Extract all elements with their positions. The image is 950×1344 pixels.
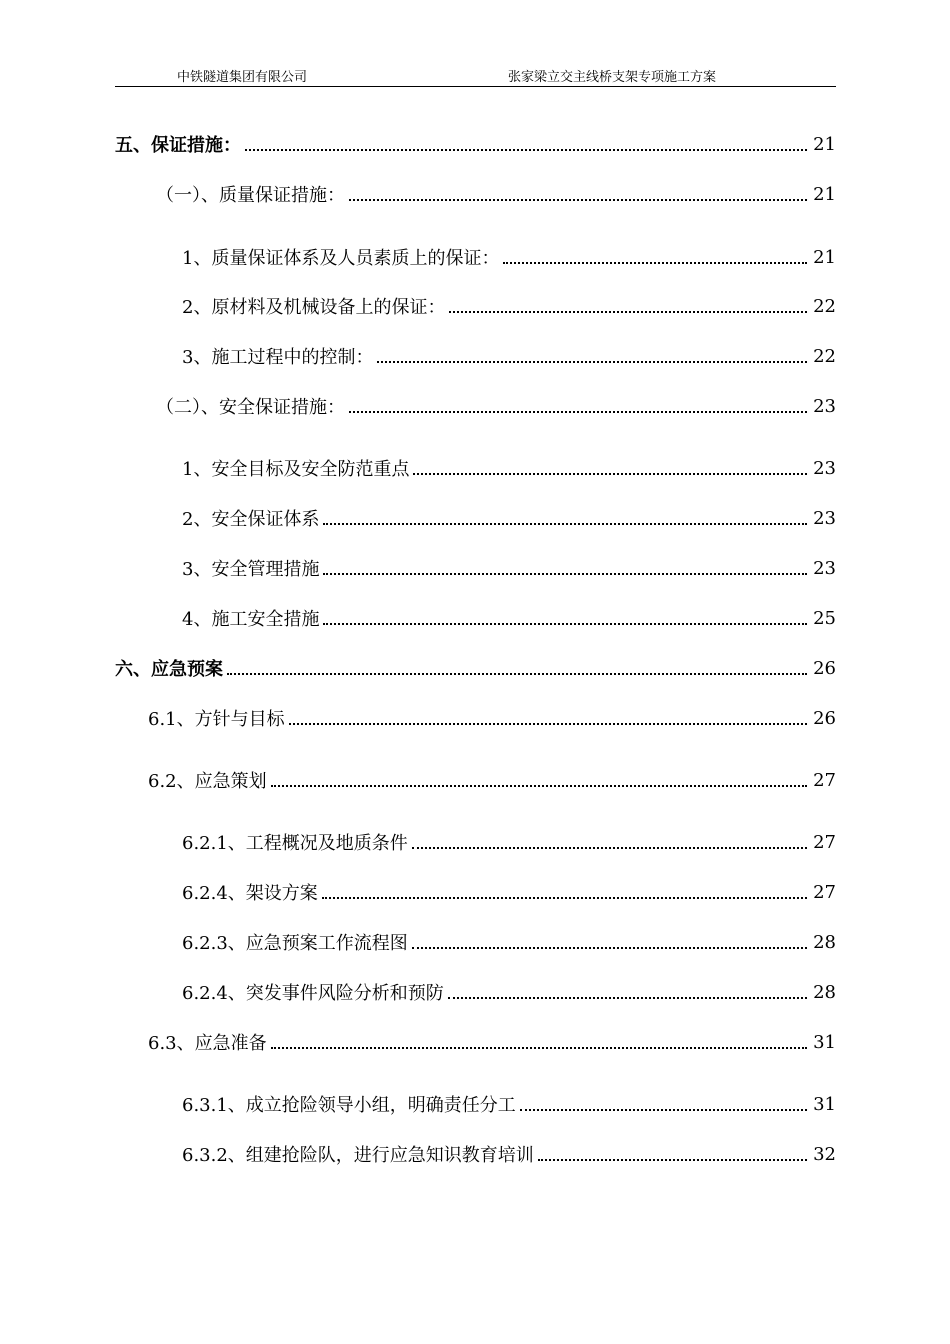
toc-dot-leader <box>413 473 807 475</box>
toc-entry[interactable] <box>156 392 836 420</box>
header-document-title: 张家梁立交主线桥支架专项施工方案 <box>508 70 717 85</box>
toc-entry-title: 1、质量保证体系及人员素质上的保证： <box>182 248 500 269</box>
toc-entry[interactable] <box>182 604 836 632</box>
toc-entry-page: 23 <box>813 557 836 579</box>
toc-entry[interactable] <box>115 130 836 158</box>
toc-dot-leader <box>271 1047 807 1049</box>
toc-entry-title: 2、安全保证体系 <box>182 509 320 530</box>
toc-entry-title: 1、安全目标及安全防范重点 <box>182 459 410 480</box>
toc-entry-title: 2、原材料及机械设备上的保证： <box>182 297 446 318</box>
toc-entry[interactable] <box>148 1028 836 1056</box>
toc-entry-page: 25 <box>813 607 836 629</box>
toc-entry-page: 21 <box>813 133 836 155</box>
toc-entry-title: （二）、安全保证措施： <box>156 397 345 418</box>
toc-entry[interactable] <box>182 1140 836 1168</box>
toc-dot-leader <box>349 411 807 413</box>
toc-entry-page: 21 <box>813 183 836 205</box>
header-company: 中铁隧道集团有限公司 <box>177 70 308 85</box>
toc-entry-page: 27 <box>813 769 836 791</box>
toc-entry[interactable] <box>182 292 836 320</box>
toc-entry[interactable] <box>182 554 836 582</box>
toc-entry-title: 6.2.4、突发事件风险分析和预防 <box>182 983 444 1004</box>
toc-entry[interactable] <box>182 454 836 482</box>
toc-entry[interactable] <box>182 243 836 271</box>
toc-dot-leader <box>349 199 807 201</box>
toc-entry-title: 6.2.4、架设方案 <box>182 883 318 904</box>
toc-entry-title: 4、施工安全措施 <box>182 609 320 630</box>
toc-entry-title: 六、应急预案 <box>115 659 223 680</box>
toc-entry-title: 6.2、应急策划 <box>148 771 267 792</box>
toc-entry-page: 23 <box>813 395 836 417</box>
toc-dot-leader <box>377 361 807 363</box>
toc-entry-page: 28 <box>813 931 836 953</box>
toc-entry-title: 6.1、方针与目标 <box>148 709 285 730</box>
toc-entry[interactable] <box>182 342 836 370</box>
toc-entry[interactable] <box>148 766 836 794</box>
toc-entry-title: （一）、质量保证措施： <box>156 185 345 206</box>
toc-dot-leader <box>322 897 807 899</box>
toc-entry-page: 22 <box>813 345 836 367</box>
toc-entry[interactable] <box>182 878 836 906</box>
toc-dot-leader <box>503 262 807 264</box>
toc-entry-page: 31 <box>813 1093 836 1115</box>
toc-dot-leader <box>289 723 807 725</box>
toc-entry[interactable] <box>182 504 836 532</box>
toc-dot-leader <box>449 311 807 313</box>
toc-entry-title: 五、保证措施： <box>115 135 241 156</box>
toc-entry-title: 3、施工过程中的控制： <box>182 347 374 368</box>
toc-entry-page: 27 <box>813 831 836 853</box>
toc-entry-page: 21 <box>813 246 836 268</box>
toc-entry-page: 31 <box>813 1031 836 1053</box>
toc-entry-title: 6.3.2、组建抢险队，进行应急知识教育培训 <box>182 1145 534 1166</box>
toc-dot-leader <box>323 523 807 525</box>
toc-entry[interactable] <box>182 828 836 856</box>
toc-dot-leader <box>412 847 807 849</box>
toc-entry-page: 23 <box>813 507 836 529</box>
toc-dot-leader <box>538 1159 807 1161</box>
toc-entry-page: 32 <box>813 1143 836 1165</box>
toc-entry[interactable] <box>156 180 836 208</box>
toc-entry-title: 6.3.1、成立抢险领导小组，明确责任分工 <box>182 1095 516 1116</box>
toc-entry[interactable] <box>182 1090 836 1118</box>
toc-dot-leader <box>245 149 807 151</box>
toc-dot-leader <box>412 947 807 949</box>
toc-dot-leader <box>227 673 807 675</box>
toc-entry-title: 6.2.1、工程概况及地质条件 <box>182 833 408 854</box>
toc-entry-page: 26 <box>813 657 836 679</box>
toc-dot-leader <box>448 997 807 999</box>
toc-entry-title: 6.3、应急准备 <box>148 1033 267 1054</box>
page-header <box>115 64 836 87</box>
toc-entry-page: 27 <box>813 881 836 903</box>
toc-entry[interactable] <box>148 704 836 732</box>
toc-entry[interactable] <box>182 928 836 956</box>
toc-dot-leader <box>271 785 807 787</box>
toc-dot-leader <box>323 573 807 575</box>
toc-entry-page: 22 <box>813 295 836 317</box>
toc-dot-leader <box>520 1109 807 1111</box>
toc-entry-title: 6.2.3、应急预案工作流程图 <box>182 933 408 954</box>
toc-entry-page: 23 <box>813 457 836 479</box>
toc-entry[interactable] <box>115 654 836 682</box>
toc-entry-page: 26 <box>813 707 836 729</box>
toc-dot-leader <box>323 623 807 625</box>
toc-entry-title: 3、安全管理措施 <box>182 559 320 580</box>
toc-entry[interactable] <box>182 978 836 1006</box>
toc-entry-page: 28 <box>813 981 836 1003</box>
